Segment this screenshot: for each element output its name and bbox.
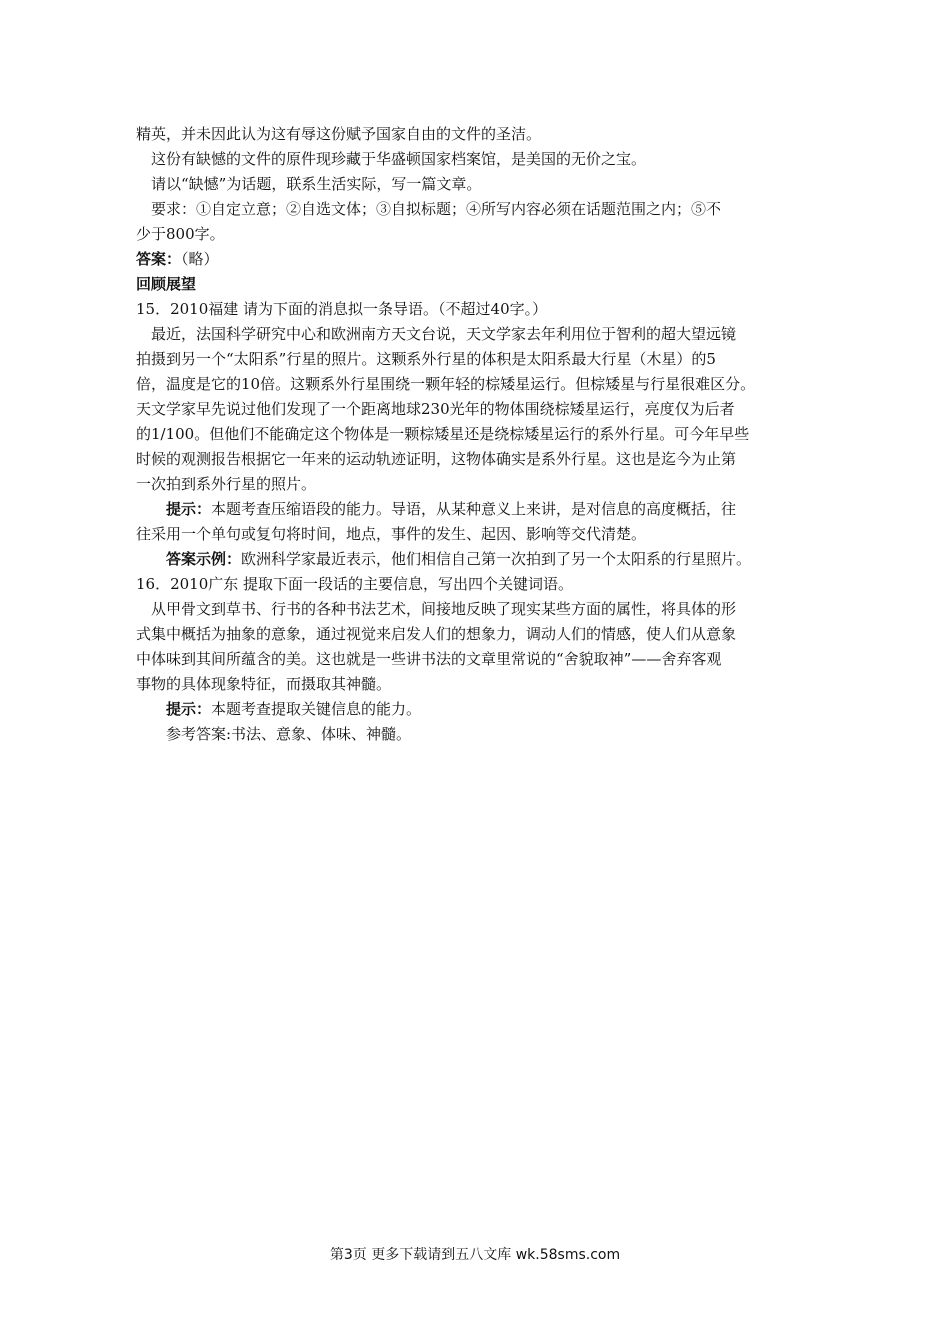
question-16-body-line: 从甲骨文到草书、行书的各种书法艺术，间接地反映了现实某些方面的属性，将具体的形: [151, 600, 737, 618]
question-15-body-line: 拍摄到另一个“太阳系”行星的照片。这颗系外行星的体积是太阳系最大行星（木星）的5: [136, 350, 716, 368]
answer-value: （略）: [181, 250, 219, 268]
question-15-body-line: 天文学家早先说过他们发现了一个距离地球230光年的物体围绕棕矮星运行，亮度仅为后者: [136, 400, 735, 418]
hint-label: 提示：: [166, 700, 212, 718]
section-heading: 回顾展望: [136, 275, 197, 293]
requirements-text: 要求：①自定立意；②自选文体；③自拟标题；④所写内容必须在话题范围之内；: [151, 200, 692, 218]
question-15-body-line: 倍，温度是它的10倍。这颗系外行星围绕一颗年轻的棕矮星运行。但棕矮星与行星很难区分。: [136, 375, 756, 393]
example-label: 答案示例：: [166, 550, 242, 568]
question-15-body-line: 时候的观测报告根据它一年来的运动轨迹证明，这物体确实是系外行星。这也是迄今为止第: [136, 450, 737, 468]
question-16-body-line: 式集中概括为抽象的意象，通过视觉来启发人们的想象力，调动人们的情感，使人们从意象: [136, 625, 737, 643]
document-body: [136, 122, 820, 747]
requirements-text-end: ⑤不: [691, 200, 722, 218]
answer-label: 答案：: [136, 250, 182, 268]
paragraph-requirements-cont: 少于800字。: [136, 225, 225, 243]
paragraph-prompt: 请以“缺憾”为话题，联系生活实际，写一篇文章。: [151, 175, 482, 193]
question-16-body-line: 事物的具体现象特征，而摄取其神髓。: [136, 675, 392, 693]
hint-label: 提示：: [166, 500, 212, 518]
paragraph-archive: 这份有缺憾的文件的原件现珍藏于华盛顿国家档案馆，是美国的无价之宝。: [151, 150, 647, 168]
question-16-reference-answer: 参考答案:书法、意象、体味、神髓。: [166, 725, 412, 743]
answer-line: [136, 247, 820, 272]
paragraph-continuation: 精英，并未因此认为这有辱这份赋予国家自由的文件的圣洁。: [136, 125, 542, 143]
question-15-hint-cont: 往采用一个单句或复句将时间，地点，事件的发生、起因、影响等交代清楚。: [136, 525, 647, 543]
question-16-hint: [136, 697, 820, 722]
question-15-body-line: 一次拍到系外行星的照片。: [136, 475, 317, 493]
hint-text: 本题考查提取关键信息的能力。: [211, 700, 422, 718]
question-15-example: [136, 547, 820, 572]
question-16-title: 16．2010广东 提取下面一段话的主要信息，写出四个关键词语。: [136, 575, 574, 593]
question-15-title: 15．2010福建 请为下面的消息拟一条导语。（不超过40字。）: [136, 300, 548, 318]
question-16-body-line: 中体味到其间所蕴含的美。这也就是一些讲书法的文章里常说的“舍貌取神”——舍弃客观: [136, 650, 722, 668]
page-footer: 第3页 更多下载请到五八文库 wk.58sms.com: [329, 1247, 621, 1263]
question-15-body-line: 最近，法国科学研究中心和欧洲南方天文台说，天文学家去年利用位于智利的超大望远镜: [151, 325, 737, 343]
paragraph-requirements: [136, 197, 820, 222]
question-15-body-line: 的1/100。但他们不能确定这个物体是一颗棕矮星还是绕棕矮星运行的系外行星。可今年早些: [136, 425, 750, 443]
question-15-hint: [136, 497, 820, 522]
example-text: 欧洲科学家最近表示，他们相信自己第一次拍到了另一个太阳系的行星照片。: [241, 550, 752, 568]
hint-text: 本题考查压缩语段的能力。导语，从某种意义上来讲，是对信息的高度概括，往: [211, 500, 737, 518]
